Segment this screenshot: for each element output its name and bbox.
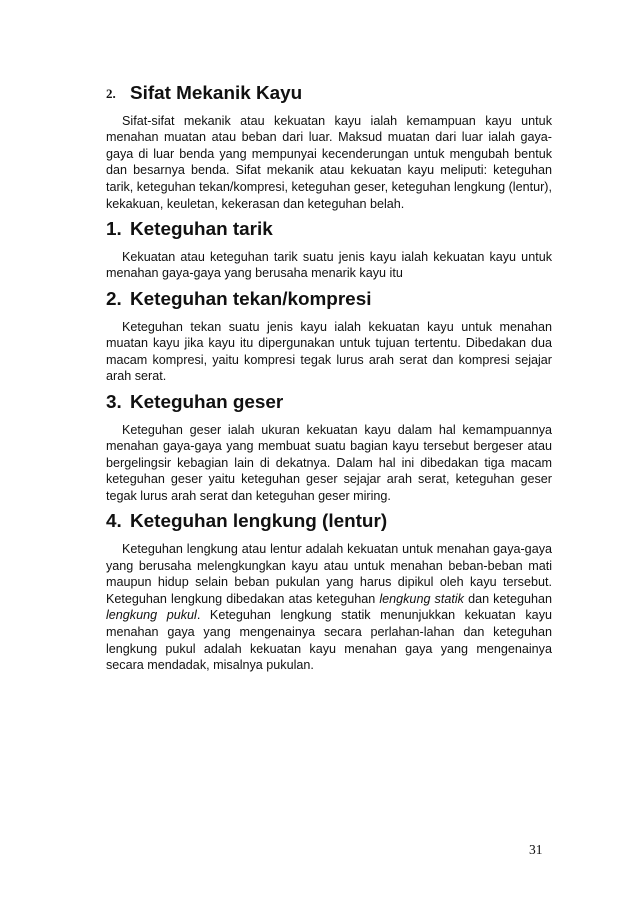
paragraph-keteguhan-lengkung bbox=[106, 541, 552, 674]
italic-term: lengkung pukul bbox=[106, 608, 197, 623]
section-title: Keteguhan geser bbox=[130, 391, 284, 413]
section-heading-keteguhan-lengkung bbox=[106, 511, 552, 533]
section-title: Keteguhan tarik bbox=[130, 219, 273, 241]
section-number: 3. bbox=[106, 391, 122, 413]
page-content bbox=[106, 83, 553, 674]
section-heading-keteguhan-tekan bbox=[106, 288, 552, 310]
paragraph-text: . Keteguhan lengkung statik menunjukkan kekuatan kayu menahan gaya yang mengenainya secara perlahan-lahan dan keteguhan lengkung pukul adalah kekuatan kayu menahan gaya yang mengenainya secara mendadak, misalnya pukulan. bbox=[106, 608, 552, 673]
section-heading-keteguhan-geser bbox=[106, 391, 552, 413]
section-title: Keteguhan tekan/kompresi bbox=[130, 288, 372, 310]
paragraph-text: Keteguhan lengkung atau lentur adalah kekuatan untuk menahan gaya-gaya yang berusaha melengkungkan kayu atau untuk menahan beban-beban mati maupun hidup selain beban pukulan yang harus dipikul oleh kayu tersebut. Keteguhan lengkung dibedakan atas keteguhan bbox=[106, 542, 552, 606]
section-heading-keteguhan-tarik bbox=[106, 219, 552, 241]
paragraph-keteguhan-geser: Keteguhan geser ialah ukuran kekuatan kayu dalam hal kemampuannya menahan gaya-gaya yang membuat suatu bagian kayu tersebut bergeser atau bergelingsir kebagian lain di dekatnya. Dalam hal ini dibedakan tiga macam keteguhan geser yaitu keteguhan geser sejajar arah serat, keteguhan geser tegak lurus arah serat dan keteguhan geser miring. bbox=[106, 422, 552, 503]
paragraph-sifat-mekanik: Sifat-sifat mekanik atau kekuatan kayu ialah kemampuan kayu untuk menahan muatan atau beban dari luar. Maksud muatan dari luar ialah gaya-gaya di luar benda yang mempunyai kecenderungan untuk mengubah bentuk dan besarnya benda. Sifat mekanik atau kekuatan kayu meliputi: keteguhan tarik, keteguhan tekan/kompresi, keteguhan geser, keteguhan lengkung (lentur), kekakuan, keuletan, kekerasan dan keteguhan belah. bbox=[106, 113, 552, 211]
section-number: 1. bbox=[106, 219, 122, 241]
section-title: Keteguhan lengkung (lentur) bbox=[130, 511, 388, 533]
paragraph-text: dan keteguhan bbox=[468, 591, 553, 606]
section-heading-sifat-mekanik bbox=[106, 83, 552, 104]
section-number: 2. bbox=[106, 86, 116, 101]
section-number: 4. bbox=[106, 511, 122, 533]
paragraph-keteguhan-tarik: Kekuatan atau keteguhan tarik suatu jenis kayu ialah kekuatan kayu untuk menahan gaya-gaya yang berusaha menarik kayu itu bbox=[106, 249, 552, 281]
paragraph-keteguhan-tekan: Keteguhan tekan suatu jenis kayu ialah kekuatan kayu untuk menahan muatan kayu jika kayu itu dipergunakan untuk tujuan tertentu. Dibedakan dua macam kompresi, yaitu kompresi tegak lurus arah serat dan kompresi sejajar arah serat. bbox=[106, 319, 552, 384]
section-number: 2. bbox=[106, 288, 122, 310]
page-number: 31 bbox=[529, 842, 543, 857]
section-title: Sifat Mekanik Kayu bbox=[130, 83, 303, 104]
italic-term: lengkung statik bbox=[379, 591, 464, 606]
